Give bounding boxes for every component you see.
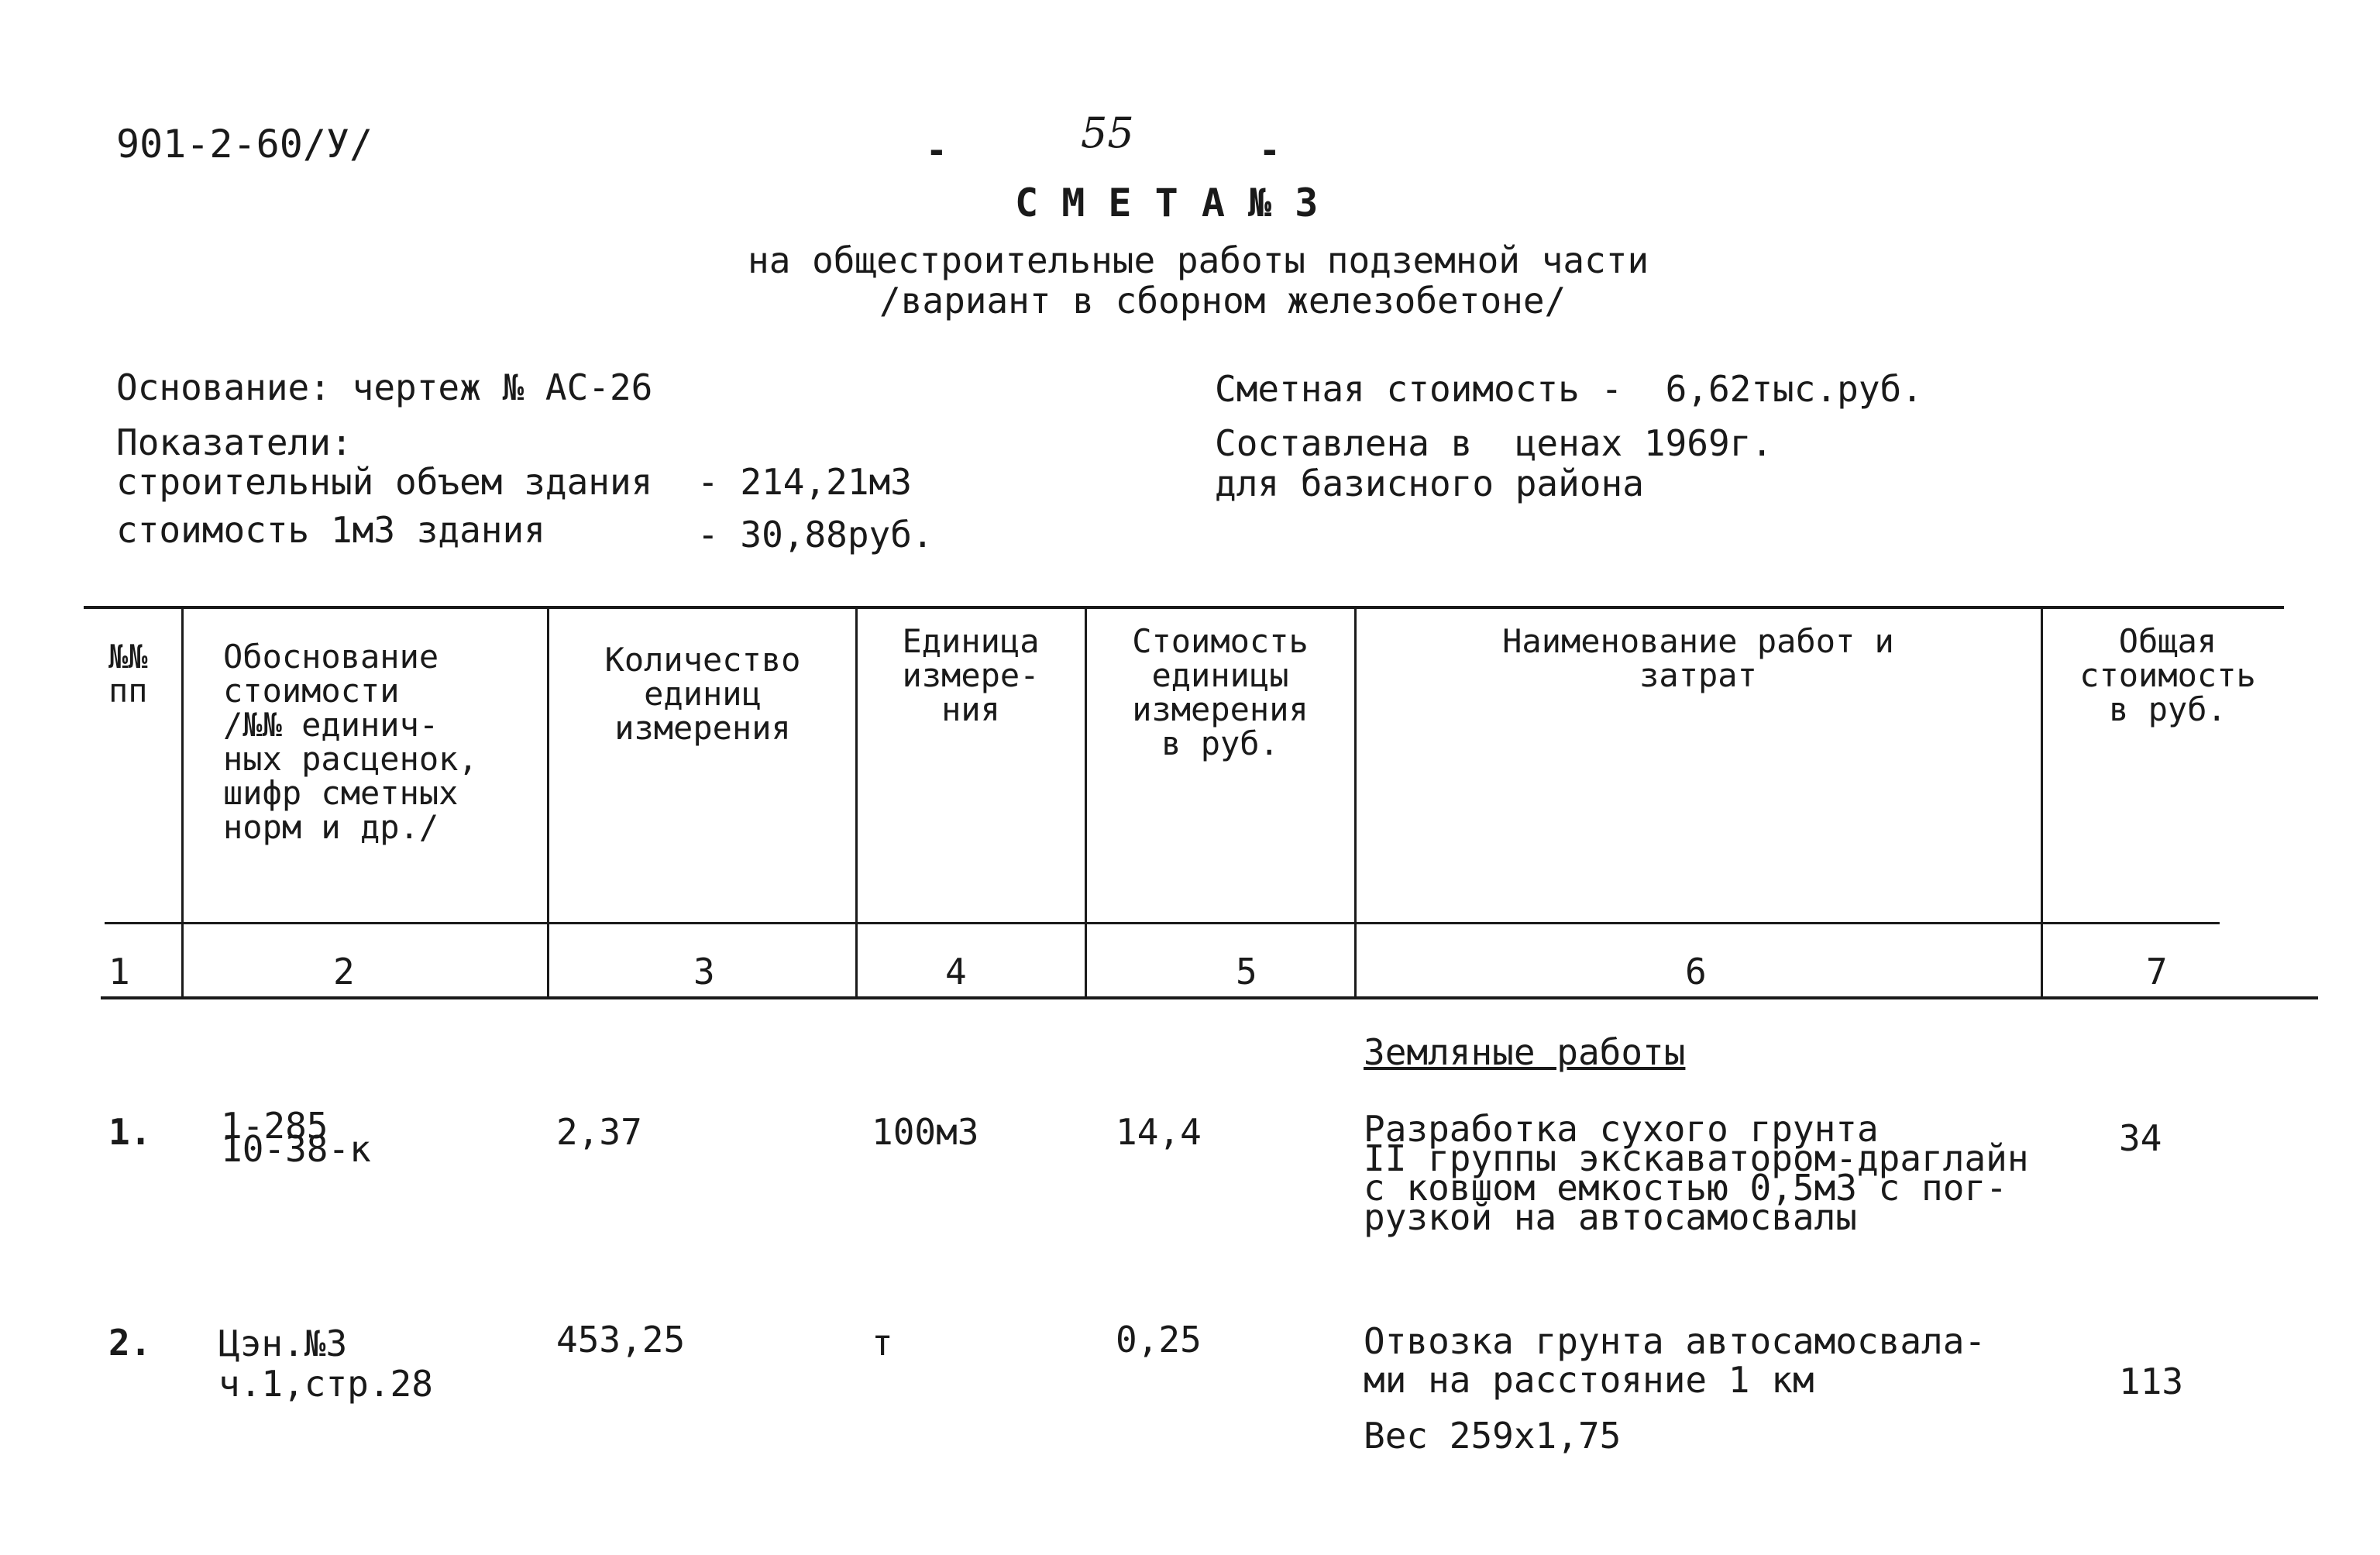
column-divider-1	[181, 609, 184, 996]
header-item-number: №№ пп	[108, 638, 148, 710]
row-2-description: Отвозка грунта автосамосвала- ми на расстояние 1 км	[1364, 1320, 1986, 1401]
row-2-description-weight: Вес 259х1,75	[1364, 1415, 1622, 1457]
column-divider-2	[547, 609, 549, 996]
column-number-3: 3	[693, 951, 715, 993]
header-cost-basis: Обоснование стоимости /№№ единич- ных расценок, шифр сметных норм и др./	[223, 638, 478, 846]
document-subtitle-line2: /вариант в сборном железобетоне/	[879, 280, 1567, 322]
row-2-total: 113	[2119, 1361, 2184, 1402]
column-number-7: 7	[2146, 951, 2168, 993]
row-2-unit: т	[872, 1322, 893, 1364]
column-divider-3	[855, 609, 858, 996]
row-1-unit-cost: 14,4	[1116, 1111, 1202, 1153]
page-number-dash-right: -	[1259, 129, 1281, 171]
table-header-divider	[105, 922, 2220, 924]
cost-per-m3-label: стоимость 1м3 здания	[116, 509, 545, 551]
indicators-label: Показатели:	[116, 421, 353, 463]
row-2-basis: Цэн.№3 ч.1,стр.28	[218, 1323, 433, 1405]
cost-per-m3-value: - 30,88руб.	[697, 514, 934, 556]
document-title: С М Е Т А № 3	[1015, 181, 1319, 225]
column-number-4: 4	[945, 951, 967, 993]
row-1-basis: 1-285 10-38-к	[221, 1105, 371, 1170]
column-divider-6	[2041, 609, 2043, 996]
table-numbers-bottom-border	[101, 996, 2318, 999]
row-1-total: 34	[2119, 1117, 2162, 1159]
page-number-dash-left: -	[926, 129, 948, 171]
row-2-number: 2.	[108, 1322, 152, 1364]
volume-label: строительный объем здания	[116, 461, 653, 503]
table-top-border	[84, 606, 2284, 609]
header-quantity: Количество единиц измерения	[604, 641, 801, 747]
column-divider-5	[1354, 609, 1357, 996]
column-number-2: 2	[333, 951, 355, 993]
column-number-6: 6	[1685, 951, 1707, 993]
document-subtitle-line1: на общестроительные работы подземной части	[748, 239, 1649, 281]
price-basis: Составлена в ценах 1969г.	[1215, 422, 1773, 464]
column-number-1: 1	[108, 951, 130, 993]
column-divider-4	[1085, 609, 1087, 996]
section-title: Земляные работы	[1364, 1031, 1686, 1073]
estimated-cost: Сметная стоимость - 6,62тыс.руб.	[1215, 368, 1923, 410]
volume-value: - 214,21м3	[697, 461, 912, 503]
row-2-quantity: 453,25	[556, 1319, 686, 1361]
column-number-5: 5	[1236, 951, 1257, 993]
document-code: 901-2-60/У/	[116, 122, 373, 167]
header-unit: Единица измере- ния	[902, 622, 1040, 728]
row-2-unit-cost: 0,25	[1116, 1319, 1202, 1361]
row-1-quantity: 2,37	[556, 1111, 642, 1153]
header-work-description: Наименование работ и затрат	[1502, 622, 1894, 694]
row-1-number: 1.	[108, 1111, 152, 1153]
row-1-unit: 100м3	[872, 1111, 979, 1153]
region: для базисного района	[1215, 463, 1644, 504]
header-total-cost: Общая стоимость в руб.	[2079, 622, 2256, 728]
header-unit-cost: Стоимость единицы измерения в руб.	[1132, 622, 1309, 762]
row-1-description: Разработка сухого грунта II группы экскаватором-драглайн с ковшом емкостью 0,5м3 с пог- рузкой на автосамосвалы	[1364, 1108, 2029, 1238]
page-number: 55	[1081, 108, 1134, 157]
basis-drawing: Основание: чертеж № АС-26	[116, 366, 653, 408]
